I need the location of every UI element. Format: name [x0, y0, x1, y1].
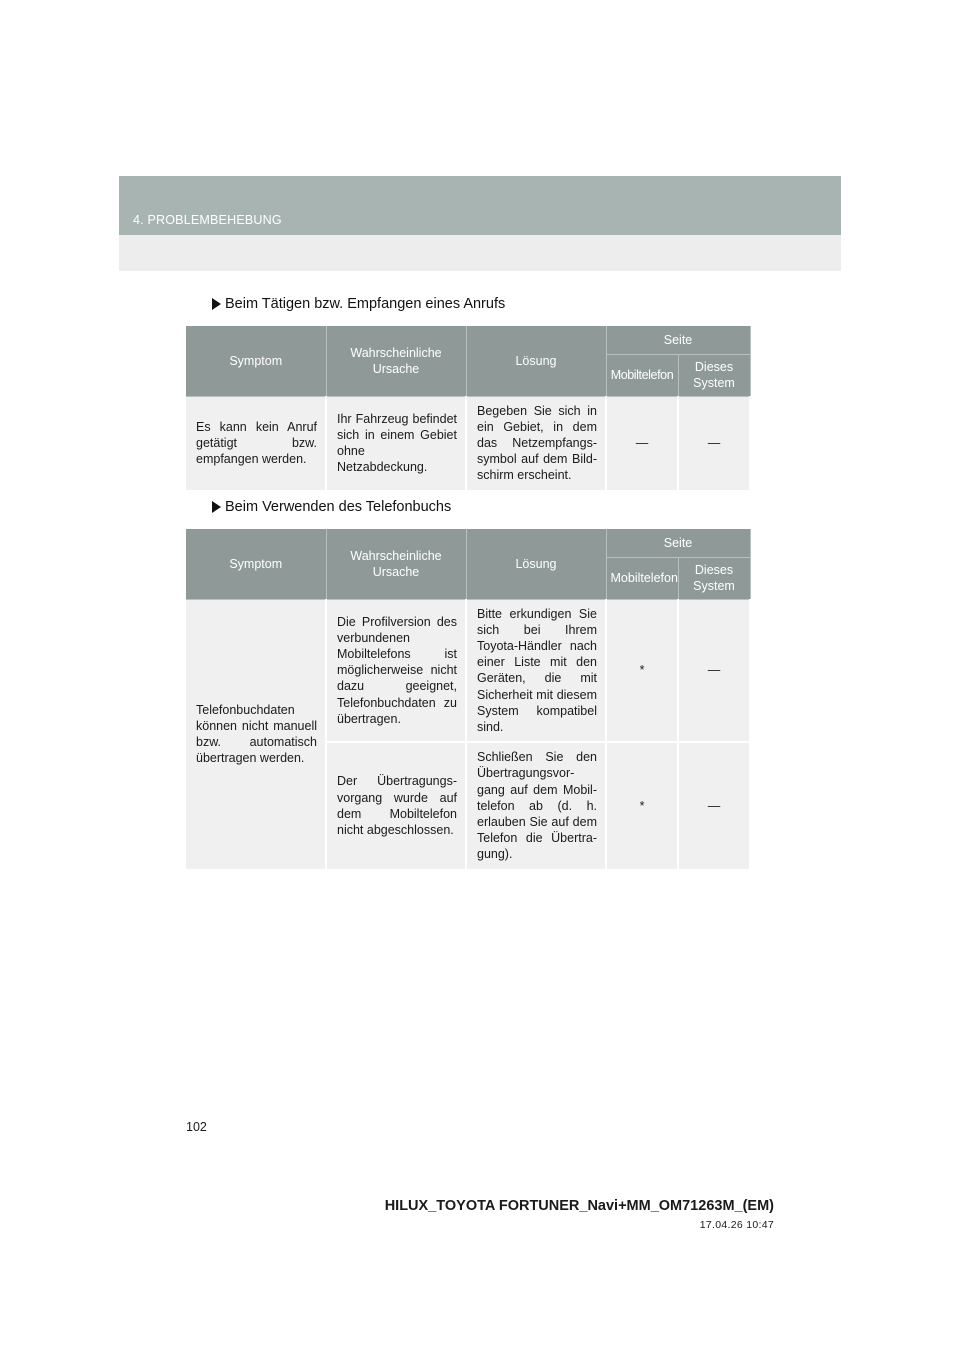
page-number: 102: [186, 1120, 207, 1134]
section-heading-phonebook: [212, 499, 451, 515]
document-title: HILUX_TOYOTA FORTUNER_Navi+MM_OM71263M_(EM): [384, 1198, 774, 1214]
solution-cell: Bitte erkundigen Sie sich bei Ihrem Toyota-Händler nach einer Liste mit den Geräten, die mit Sicherheit mit diesem System kompatibel sind.: [466, 599, 606, 742]
table-row: [186, 599, 750, 742]
triangle-bullet-icon: [212, 501, 221, 513]
col-page: Seite: [606, 529, 750, 557]
chapter-title: 4. PROBLEMBEHEBUNG: [133, 213, 282, 227]
cause-cell: Die Profilversion des verbundenen Mobiltelefons ist möglicherweise nicht dazu geeignet, Telefonbuchdaten zu übertragen.: [326, 599, 466, 742]
system-page-cell: —: [678, 599, 750, 742]
solution-cell: Schließen Sie den Übertragungsvor-gang auf dem Mobil-telefon ab (d. h. erlauben Sie auf dem Telefon die Übertra-gung).: [466, 742, 606, 869]
col-phone: Mobiltelefon: [606, 557, 678, 599]
triangle-bullet-icon: [212, 298, 221, 310]
col-system: Dieses System: [678, 354, 750, 396]
system-page-cell: —: [678, 742, 750, 869]
col-symptom: Symptom: [186, 326, 326, 396]
cause-cell: Der Übertragungs-vorgang wurde auf dem Mobiltelefon nicht abgeschlossen.: [326, 742, 466, 869]
col-system: Dieses System: [678, 557, 750, 599]
timestamp: 17.04.26 10:47: [699, 1219, 774, 1231]
table-row: [186, 396, 750, 491]
symptom-cell: Telefonbuchdaten können nicht manuell bzw. automatisch übertragen werden.: [186, 599, 326, 870]
calls-table: [186, 326, 751, 492]
phone-page-cell: *: [606, 599, 678, 742]
header-subband: [119, 235, 841, 271]
col-symptom: Symptom: [186, 529, 326, 599]
system-page-cell: —: [678, 396, 750, 491]
phone-page-cell: —: [606, 396, 678, 491]
col-cause: Wahrscheinliche Ursache: [326, 326, 466, 396]
section-heading-text: Beim Verwenden des Telefonbuchs: [225, 499, 452, 515]
col-solution: Lösung: [466, 529, 606, 599]
col-cause: Wahrscheinliche Ursache: [326, 529, 466, 599]
solution-cell: Begeben Sie sich in ein Gebiet, in dem das Netzempfangs-symbol auf dem Bild-schirm erscheint.: [466, 396, 606, 491]
phone-page-cell: *: [606, 742, 678, 869]
symptom-cell: Es kann kein Anruf getätigt bzw. empfangen werden.: [186, 396, 326, 491]
col-page: Seite: [606, 326, 750, 354]
cause-cell: Ihr Fahrzeug befindet sich in einem Gebiet ohne Netzabdeckung.: [326, 396, 466, 491]
col-solution: Lösung: [466, 326, 606, 396]
section-heading-text: Beim Tätigen bzw. Empfangen eines Anrufs: [225, 296, 506, 312]
section-heading-calls: [212, 296, 505, 312]
col-phone: Mobiltelefon: [606, 354, 678, 396]
phonebook-table: [186, 529, 751, 871]
